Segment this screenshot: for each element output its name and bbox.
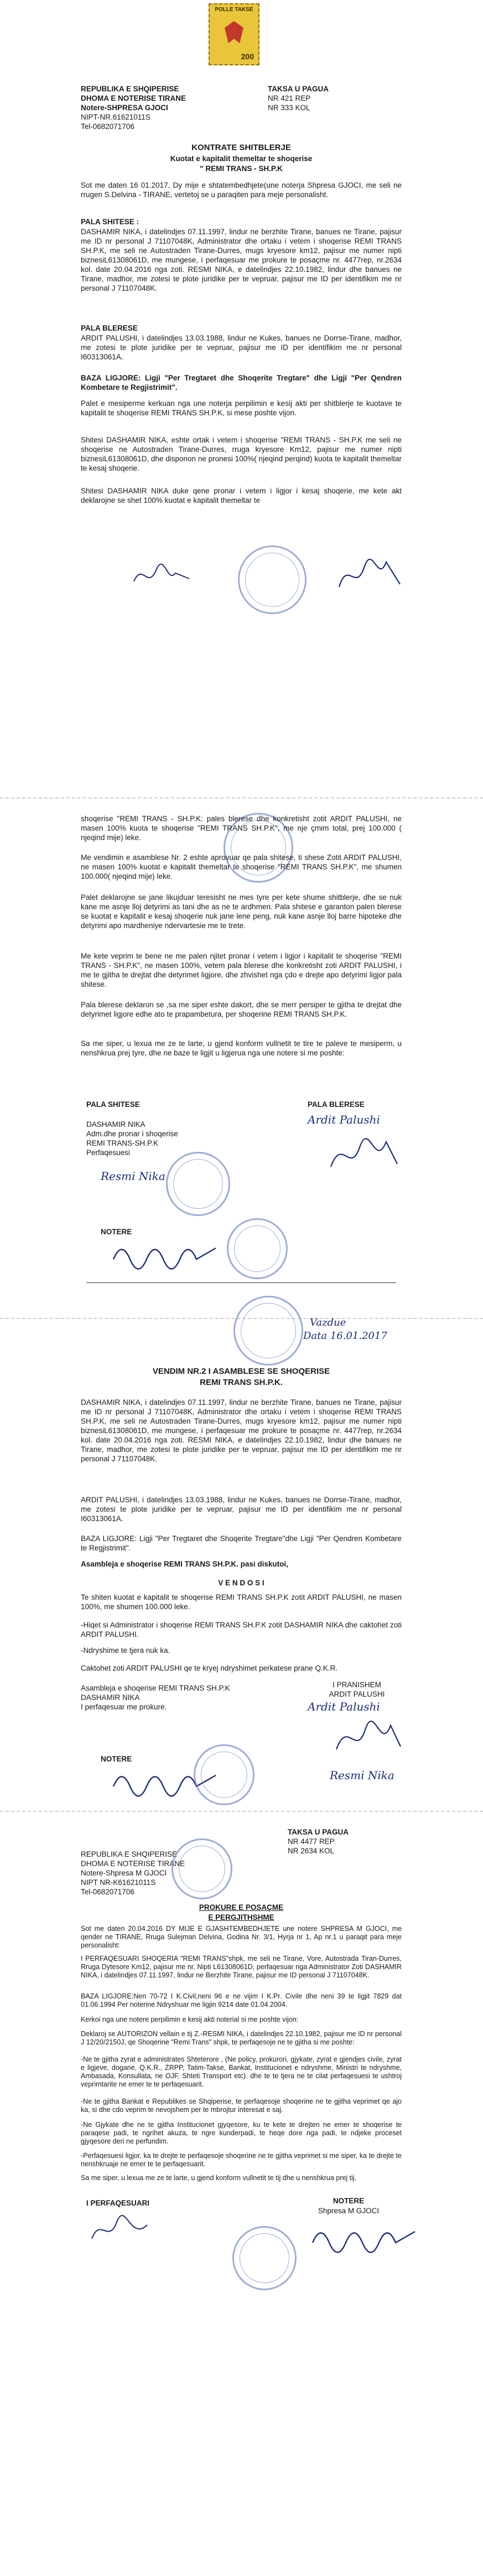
legal-basis: BAZA LIGJORE: Ligji "Per Tregtaret dhe Shoqerite Tregtare" dhe Ligji "Per Qendren Kombetare te Regjistrimit". bbox=[81, 374, 402, 391]
header-right-line: NR 2634 KOL bbox=[288, 1847, 335, 1855]
power-of-attorney-page bbox=[0, 1828, 483, 2576]
decision-paragraph: -Hiqet si Administrator i shoqerise REMI TRANS SH.P.K zotit DASHAMIR NIKA dhe caktohet zoti ARDIT PALUSHI. bbox=[81, 1621, 402, 1639]
header-left bbox=[81, 84, 225, 131]
seller-handwritten-name: Resmi Nika bbox=[330, 1769, 394, 1782]
notary-signature bbox=[111, 1237, 221, 1273]
seller-label: PALA SHITESE bbox=[86, 1100, 140, 1109]
notary-seal bbox=[232, 2226, 297, 2290]
poa-paragraph: BAZA LIGJORE:Nen 70-72 I K.Civil,neni 96 e ne vijim I K.Pr. Civile dhe neni 39 te ligjit 7829 dat 01.06.1994 Per noterine.Ndryshuar me ligjin 9214 date 01.04.2004. bbox=[81, 1992, 402, 2008]
notary-label: NOTERE bbox=[333, 2197, 365, 2205]
decision-paragraph: -Ndryshime te tjera nuk ka. bbox=[81, 1646, 170, 1655]
seller-block-line: Adm.dhe pronar i shoqerise bbox=[86, 1130, 178, 1138]
contract-title: KONTRATE SHITBLERJE bbox=[191, 143, 291, 152]
signature-left bbox=[128, 559, 195, 595]
notary-name: Shpresa M GJOCI bbox=[318, 2207, 380, 2215]
decision-paragraph: BAZA LIGJORE: Ligji "Per Tregtaret dhe Shoqerite Tregtare"dhe Ligji "Per Qendren Kombetare te Regjistrimit". bbox=[81, 1534, 402, 1552]
poa-paragraph: -Ne te gjitha Bankat e Republikes se Shqiperise, te perfaqesoje shoqerine ne te gjitha veprimet qe ajo ka, si dhe cdo veprim te nevojshem per te mbrojtur interesat e saj. bbox=[81, 2098, 402, 2114]
header-right-line: NR 333 KOL bbox=[268, 104, 310, 112]
paragraph: shoqerise "REMI TRANS - SH.P.K: pales blerese dhe konkretisht zotit ARDIT PALUSHI, ne masen 100% kuota te shoqerise "REMI TRANS SH.P.K", me nje çmim total, prej 100.000 ( njeqind mije) leke. bbox=[81, 815, 402, 842]
header-left-line: REPUBLIKA E SHQIPERISE bbox=[81, 85, 179, 93]
seller-heading: PALA SHITESE : bbox=[81, 218, 139, 226]
poa-paragraph: I PERFAQESUARI SHOQERIA "REMI TRANS"shpk, me seli ne Tirane, Vore, Autostrada Tiran-Durres, Rruga Dytesore Km12, pajisur me nr. Nipti L61308061D, perfaqesuar nga Administrator Zoti DASHAMIR NIKA, i datelindjes 07.11.1997, lindur ne Berzhite Tirane, pajisur me ID personal J 71107048K. bbox=[81, 1955, 402, 1979]
notary-signature bbox=[310, 2220, 420, 2256]
notary-seal bbox=[233, 1296, 303, 1366]
represented-label: I PERFAQESUARI bbox=[86, 2199, 150, 2207]
header-left-line: NIPT NR-K61621011S bbox=[81, 1878, 156, 1887]
decision-paragraph: ARDIT PALUSHI, i datelindjes 13.03.1988, lindur ne Kukes, banues ne Dorrse-Tirane, madhor, me zotesi te plote juridike per te vepruar, pajisur me ID per identifikim me nr personal I60313061A. bbox=[81, 1496, 402, 1523]
decision-paragraph: Asambleja e shoqerise REMI TRANS SH.P.K. pasi diskutoi, bbox=[81, 1560, 288, 1568]
seller-block-line: REMI TRANS-SH.P.K bbox=[86, 1139, 159, 1147]
company-seal bbox=[166, 1152, 230, 1216]
header-right-line: NR 421 REP bbox=[268, 94, 311, 102]
header-right-line: TAKSA U PAGUA bbox=[268, 85, 329, 93]
contract-page-1 bbox=[0, 0, 483, 797]
represented-signature bbox=[86, 2214, 153, 2250]
paragraph: Shitesi DASHAMIR NIKA, eshte ortak i vetem i shoqerise "REMI TRANS - SH.P.K me seli ne shoqerise ne Autostraden Tirane-Durres, rruga kryesore Km12, pajisur me numer nipti biznesiL61308061D, dhe disponon ne pronesi 100%( njeqind perqind) kuota te kapitalit themeltar te kesaj shoqerie. bbox=[81, 436, 402, 472]
present-block-line: I PRANISHEM bbox=[333, 1681, 381, 1689]
paragraph: Me vendimin e asamblese Nr. 2 eshte aprovuar qe pala shitese, ti shese Zotit ARDIT PALUSHI, ne masen 100% kuotat e kapitalit themeltar te shoqerise "REMI TRANS SH.P.K", me shumen 100.000( njeqind mije) leke. bbox=[81, 853, 402, 880]
present-block-line: ARDIT PALUSHI bbox=[329, 1690, 385, 1698]
buyer-signature bbox=[332, 1719, 404, 1760]
buyer-handwritten-name: Ardit Palushi bbox=[308, 1113, 380, 1126]
poa-title: PROKURE E POSAÇME bbox=[199, 1903, 284, 1912]
assembly-block-line: I perfaqesuar me prokure. bbox=[81, 1703, 167, 1711]
assembly-block bbox=[81, 1683, 258, 1712]
assembly-block-line: Asambleja e shoqerise REMI TRANS SH.P.K bbox=[81, 1684, 230, 1692]
poa-paragraph: -Ne Gjykate dhe ne te gjitha Institucionet gjyqesore, ku te kete te drejten ne emer te shoqerise te paraqese padi, te ngrihet akuza, te ngre kunderpadi, te heqe dore nga padi, te ndjeke proceset gjyqesore deri ne perfundim. bbox=[81, 2121, 402, 2145]
contract-company: " REMI TRANS - SH.P.K bbox=[200, 164, 283, 173]
handwritten-date: Data 16.01.2017 bbox=[303, 1330, 387, 1342]
present-block bbox=[310, 1680, 404, 1699]
header-left-line: DHOMA E NOTERISE TIRANE bbox=[81, 94, 186, 102]
divider bbox=[86, 1282, 396, 1283]
assembly-block-line: DASHAMIR NIKA bbox=[81, 1693, 140, 1702]
decision-verdict: V E N D O S I bbox=[218, 1579, 264, 1587]
header-left-line: Tel-0682071706 bbox=[81, 1888, 134, 1896]
header-left-line: REPUBLIKA E SHQIPERISE bbox=[81, 1850, 178, 1858]
poa-paragraph: Sa me siper, u lexua me ze te larte, u gjend konform vullnetit te tij dhe u nenshkrua prej tij. bbox=[81, 2174, 357, 2182]
seller-handwritten-name: Resmi Nika bbox=[101, 1169, 165, 1183]
poa-paragraph: Deklaroj se AUTORIZON vellain e tij Z.-RESMI NIKA, i datelindjes 22.10.1982, pajisur me ID nr personal J 12/20/2150J, qe Shoqerine "Remi Trans" shpk, te perfaqesoje ne te gjitha si me poshte: bbox=[81, 2030, 402, 2046]
header-left-line: NIPT-NR.61621011S bbox=[81, 113, 150, 121]
decision-paragraph: Te shiten kuotat e kapitalit te shoqerise REMI TRANS SH.P.K zotit ARDIT PALUSHI, ne masen 100%, me shumen 100.000 leke. bbox=[81, 1593, 402, 1611]
header-left-line: Tel-0682071706 bbox=[81, 122, 134, 131]
seller-block-line: DASHAMIR NIKA bbox=[86, 1120, 146, 1129]
intro-paragraph: Sot me daten 16 01.2017, Dy mije e shtatembedhjete(une noterja Shpresa GJOCI, me seli ne rrugen S.Delvina - TIRANE, vertetoj se u paraqiten para meje personalisht. bbox=[81, 181, 402, 199]
notary-label: NOTERE bbox=[101, 1228, 132, 1236]
header-left-line: Notere-SHPRESA GJOCI bbox=[81, 104, 168, 112]
poa-paragraph: Kerkoi nga une notere perpilimin e kesij akti noterial si me poshte vijon: bbox=[81, 2016, 299, 2023]
notary-seal bbox=[238, 545, 307, 614]
paragraph: Pala blerese deklaron se ,sa me siper eshte dakort, dhe se merr persiper te gjitha te drejtat dhe detyrimet ligjore edhe ato te prapambetura, per shoqerine REMI TRANS SH.P.K. bbox=[81, 1001, 402, 1018]
seller-block-line: Perfaqesuesi bbox=[86, 1148, 130, 1157]
buyer-paragraph: ARDIT PALUSHI, i datelindjes 13.03.1988, lindur ne Kukes, banues ne Dorrse-Tirane, madhor, me zotesi te plote juridike per te vepruar, pajisur me ID per identifikim me nr personal I60313061A. bbox=[81, 334, 402, 361]
header-left-line: DHOMA E NOTERISE TIRANE bbox=[81, 1859, 185, 1868]
tax-stamp-value: 200 bbox=[241, 52, 254, 61]
header-left-line: Notere-Shpresa M GJOCI bbox=[81, 1869, 167, 1877]
seller-block bbox=[86, 1120, 230, 1157]
buyer-heading: PALA BLERESE bbox=[81, 324, 138, 332]
buyer-label: PALA BLERESE bbox=[308, 1100, 365, 1109]
decision-title: VENDIM NR.2 I ASAMBLESE SE SHOQERISE bbox=[152, 1367, 330, 1376]
poa-paragraph: Sot me daten 20.04.2016 DY MIJE E GJASHTEMBEDHJETE une notere SHPRESA M GJOCI, me qender ne TIRANE, Rruga Sulejman Delvina, Godina Nr. 3/1, Hyrja nr 1, Ap nr.1 u paraqit para meje personalisht: bbox=[81, 1925, 402, 1949]
notary-seal bbox=[172, 1838, 232, 1899]
header-right-line: NR 4477 REP bbox=[288, 1837, 335, 1846]
eagle-emblem-icon bbox=[225, 21, 243, 43]
notary-seal bbox=[227, 1218, 288, 1279]
signature-right bbox=[331, 554, 408, 601]
poa-subtitle: E PERGJITHSHME bbox=[208, 1913, 274, 1921]
decision-paragraph: Caktohet zoti ARDIT PALUSHI qe te kryej ndryshimet perkatese prane Q.K.R. bbox=[81, 1664, 337, 1672]
header-right bbox=[288, 1827, 398, 1856]
seller-paragraph: DASHAMIR NIKA, i datelindjes 07.11.1997, lindur ne berzhite Tirane, banues ne Tirane, pajisur me ID nr personal J 71107048K, Administrator dhe ortaku i vetem i shoqerise REMI TRANS SH.P.K, me seli ne Autostraden Tirane-Durres, mugs kryesore km12, pajisur me numer nipti biznesiL61308061D, me mungese, i perfaqesuar me prokure te posaçme nr. 4477rep, nr.2634 kol. date 20.04.2016 nga zoti. RESMI NIKA, e datelindjes 22.10.1982, lindur dhe banues ne Tirane, madhor, me zotesi te plote juridike per te vepruar, pajisur me ID per identifikim me nr personal J 71107048K. bbox=[81, 228, 402, 292]
tax-stamp-label: POLLE TAKSE bbox=[215, 7, 253, 13]
poa-paragraph: -Perfaqesuesi ligjor, ka te drejte te perfaqesoje shoqerine ne te gjitha veprimet si me siper, ka te drejte te nenshkruaje ne emer te te perfaqesuarit. bbox=[81, 2152, 402, 2168]
tax-stamp bbox=[209, 3, 259, 65]
poa-paragraph: -Ne te gjitha zyrat e administrates Shteterore , (Ne policy, prokurori, gjykate, zyrat e gjendjes civile, zyrat e ligjeve, dogane, Q.K.R., ZRPP, Tatim-Takse, Bankat, Institucionet e ndryshme, Ministri te ndryshme, Ambasada, Konsullata, ne OJF, Shteti Transport etc). dhe te te tjera ne te cilat perfaqesuesi te ushtroj veprimtarite ne emer te te perfaqesuarit. bbox=[81, 2055, 402, 2088]
paragraph: Palet deklarojne se jane likujduar teresisht ne mes tyre per kete shume shitblerje, dhe se nuk kane me asnje lloj detyrimi as tani dhe as ne te ardhmen. Pala shitese e garanton palen blerese se kuotat e kapitalit e kesaj shoqerie nuk jane lene peng, nuk kane asnje lloj barre hipoteke dhe detyrimi apo mardheniye ndervartesie me te trete. bbox=[81, 893, 402, 930]
decision-company: REMI TRANS SH.P.K. bbox=[200, 1378, 283, 1387]
header-right bbox=[268, 84, 378, 112]
buyer-handwritten-name: Ardit Palushi bbox=[308, 1700, 380, 1713]
notary-label: NOTERE bbox=[101, 1755, 132, 1763]
buyer-signature bbox=[325, 1136, 403, 1178]
page-divider bbox=[0, 1811, 483, 1812]
contract-subtitle: Kuotat e kapitalit themeltar te shoqerise bbox=[170, 154, 313, 163]
header-right-line: TAKSA U PAGUA bbox=[288, 1828, 349, 1836]
paragraph: Shitesi DASHAMIR NIKA duke qene pronar i vetem i ligjor i kesaj shoqerie, me kete akt deklarojne se shet 100% kuotat e kapitalit themeltar te bbox=[81, 487, 402, 504]
paragraph: Me kete veprim te bene ne me palen njitet pronar i vetem i ligjor i kapitalit te shoqerise "REMI TRANS - SH.P.K", ne masen 100%, vetem pala blerese dhe konkretisht zoti ARDIT PALUSHI, i me te gjitha te drejtat dhe detyrimet ligjore, dhe zhvishet nga çdo e drejte apo detyrimi ligjor pala shitese. bbox=[81, 952, 402, 988]
paragraph: Palet e mesiperme kerkuan nga une noterja perpilimin e kesij akti per shitblerje te kuotave te kapitalit te shoqerise REMI TRANS SH.P.K, si mese poshte vijon. bbox=[81, 399, 402, 417]
paragraph: Sa me siper, u lexua me ze te larte, u gjend konform vullnetit te tire te paleve te mesiperm, u nenshkrua prej tyre, dhe ne baze te ligjit u ligjerua nga une notere si me poshte: bbox=[81, 1039, 402, 1057]
decision-paragraph: DASHAMIR NIKA, i datelindjes 07.11.1997, lindur ne berzhite Tirane, banues ne Tirane, pajisur me ID nr personal J 71107048K, Administrator dhe ortaku i vetem i shoqerise REMI TRANS SH.P.K, me seli ne Autostraden Tirane-Durres, mugs kryesore km12, pajisur me numer nipti biznesiL61308061D, me mungese, i perfaqesuar me prokure te posaçme nr. 4477rep, nr.2634 kol. date 20.04.2016 nga zoti. RESMI NIKA, e datelindjes 22.10.1982, lindur dhe banues ne Tirane, madhor, me zotesi te plote juridike per te vepruar, pajisur me ID per identifikim me nr personal J 71107048K. bbox=[81, 1398, 402, 1463]
notary-seal bbox=[194, 1744, 255, 1805]
handwritten-note: Vazdue bbox=[310, 1317, 346, 1328]
